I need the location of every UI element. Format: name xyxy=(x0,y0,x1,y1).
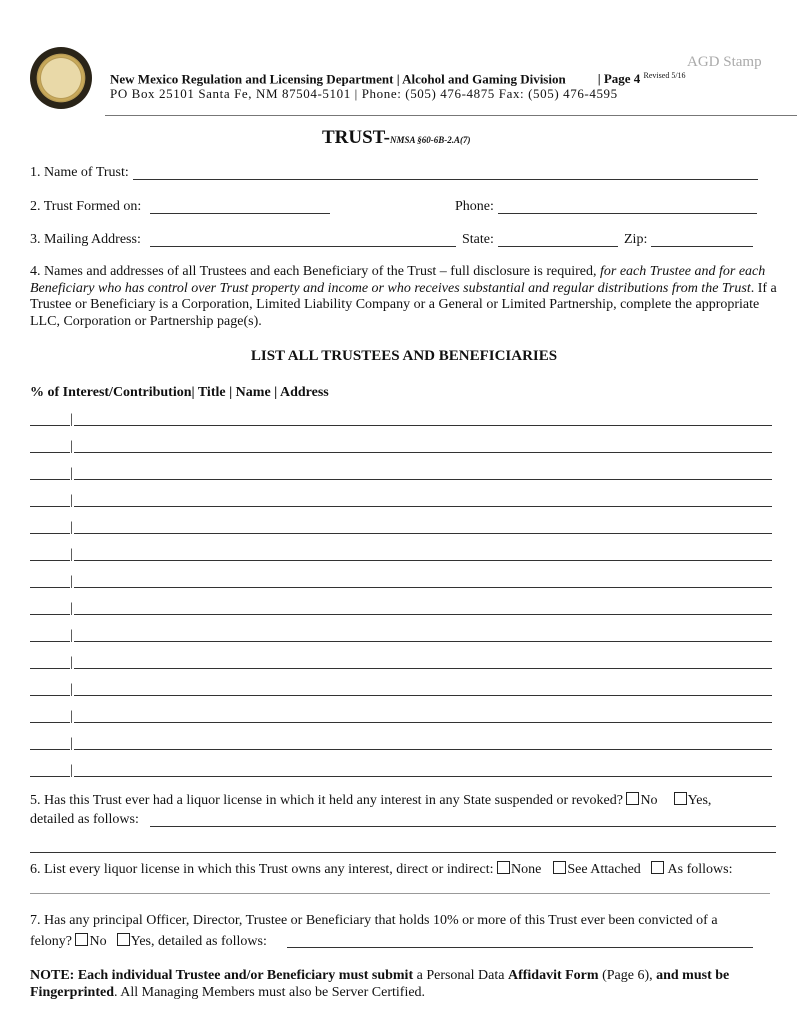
interest-field[interactable] xyxy=(30,452,70,453)
formed-on-label: 2. Trust Formed on: xyxy=(30,199,142,214)
trustee-details-field[interactable] xyxy=(74,614,772,615)
trustee-details-field[interactable] xyxy=(74,776,772,777)
row-separator: | xyxy=(70,682,73,697)
phone-field[interactable] xyxy=(498,213,757,214)
zip-field[interactable] xyxy=(651,246,753,247)
row-separator: | xyxy=(70,736,73,751)
agd-stamp-label: AGD Stamp xyxy=(687,54,762,70)
trustee-details-field[interactable] xyxy=(74,533,772,534)
row-separator: | xyxy=(70,763,73,778)
trustee-details-field[interactable] xyxy=(74,425,772,426)
interest-field[interactable] xyxy=(30,506,70,507)
trustee-row[interactable] xyxy=(30,574,772,588)
trustee-details-field[interactable] xyxy=(74,668,772,669)
row-separator: | xyxy=(70,655,73,670)
interest-field[interactable] xyxy=(30,641,70,642)
trustee-row[interactable] xyxy=(30,601,772,615)
row-separator: | xyxy=(70,628,73,643)
q6-detail-field[interactable] xyxy=(30,893,770,894)
q5-no-checkbox[interactable] xyxy=(626,792,639,805)
trustee-row[interactable] xyxy=(30,520,772,534)
trustee-details-field[interactable] xyxy=(74,452,772,453)
trustee-row[interactable] xyxy=(30,547,772,561)
q6-see-attached-checkbox[interactable] xyxy=(553,861,566,874)
interest-field[interactable] xyxy=(30,749,70,750)
row-separator: | xyxy=(70,439,73,454)
row-separator: | xyxy=(70,547,73,562)
q5-detail-field-2[interactable] xyxy=(30,852,776,853)
header-contact: PO Box 25101 Santa Fe, NM 87504-5101 | Phone: (505) 476-4875 Fax: (505) 476-4595 xyxy=(110,86,618,101)
interest-field[interactable] xyxy=(30,776,70,777)
name-of-trust-field[interactable] xyxy=(133,179,758,180)
phone-label: Phone: xyxy=(455,199,494,214)
trustee-details-field[interactable] xyxy=(74,695,772,696)
trustee-row[interactable] xyxy=(30,628,772,642)
trustee-details-field[interactable] xyxy=(74,506,772,507)
mailing-address-field[interactable] xyxy=(150,246,456,247)
trustee-details-field[interactable] xyxy=(74,641,772,642)
header-agency: New Mexico Regulation and Licensing Department | Alcohol and Gaming Division | Page 4 $^{Revised 5/16}$ xyxy=(110,71,686,87)
interest-field[interactable] xyxy=(30,560,70,561)
formed-on-field[interactable] xyxy=(150,213,330,214)
trustee-row[interactable] xyxy=(30,412,772,426)
q5-yes-checkbox[interactable] xyxy=(674,792,687,805)
mailing-address-label: 3. Mailing Address: xyxy=(30,232,141,247)
interest-field[interactable] xyxy=(30,587,70,588)
q6-as-follows-checkbox[interactable] xyxy=(651,861,664,874)
trustee-details-field[interactable] xyxy=(74,479,772,480)
trustee-row[interactable] xyxy=(30,439,772,453)
trustee-row[interactable] xyxy=(30,682,772,696)
question-4-text: 4. Names and addresses of all Trustees and each Beneficiary of the Trust – full disclosure is required, for each Trustee and for each Beneficiary who has control over Trust property and income or who receives substantial and regular distributions from the Trust. If a Trustee or Beneficiary is a Corporation, Limited Liability Company or a General or Limited Partnership, complete the appropriate LLC, Corporation or Partnership page(s). xyxy=(30,264,777,329)
note-text: NOTE: Each individual Trustee and/or Beneficiary must submit a Personal Data Affidavit Form (Page 6), and must be Fingerprinted. All Managing Members must also be Server Certified. xyxy=(30,968,730,1000)
row-separator: | xyxy=(70,709,73,724)
row-separator: | xyxy=(70,601,73,616)
trustee-row[interactable] xyxy=(30,466,772,480)
interest-field[interactable] xyxy=(30,425,70,426)
page-title: TRUST-NMSA §60-6B-2.A(7) xyxy=(322,127,471,148)
trustee-row[interactable] xyxy=(30,655,772,669)
interest-field[interactable] xyxy=(30,668,70,669)
trustee-details-field[interactable] xyxy=(74,749,772,750)
zip-label: Zip: xyxy=(624,232,648,247)
q5-detail-label: detailed as follows: xyxy=(30,812,139,827)
page-number: | Page 4 xyxy=(597,71,641,87)
interest-field[interactable] xyxy=(30,614,70,615)
question-5: 5. Has this Trust ever had a liquor license in which it held any interest in any State suspended or revoked? No Yes, xyxy=(30,793,712,808)
trustee-row[interactable] xyxy=(30,709,772,723)
revised-date: Revised 5/16 xyxy=(643,71,686,80)
q5-detail-field[interactable] xyxy=(150,826,776,827)
q7-detail-field[interactable] xyxy=(287,947,753,948)
state-label: State: xyxy=(462,232,494,247)
list-heading: LIST ALL TRUSTEES AND BENEFICIARIES xyxy=(250,348,558,364)
interest-field[interactable] xyxy=(30,479,70,480)
state-seal-logo xyxy=(30,47,92,109)
trustee-row[interactable] xyxy=(30,493,772,507)
q7-no-checkbox[interactable] xyxy=(75,933,88,946)
question-6: 6. List every liquor license in which this Trust owns any interest, direct or indirect: None See Attached As follows: xyxy=(30,862,733,877)
row-separator: | xyxy=(70,574,73,589)
trustee-details-field[interactable] xyxy=(74,722,772,723)
row-separator: | xyxy=(70,412,73,427)
q6-none-checkbox[interactable] xyxy=(497,861,510,874)
row-separator: | xyxy=(70,493,73,508)
question-7-line-2: felony? No Yes, detailed as follows: xyxy=(30,934,267,949)
name-of-trust-label: 1. Name of Trust: xyxy=(30,165,129,180)
trustee-details-field[interactable] xyxy=(74,560,772,561)
row-separator: | xyxy=(70,466,73,481)
state-field[interactable] xyxy=(498,246,618,247)
interest-field[interactable] xyxy=(30,695,70,696)
row-separator: | xyxy=(70,520,73,535)
trustee-row[interactable] xyxy=(30,736,772,750)
trustee-details-field[interactable] xyxy=(74,587,772,588)
interest-field[interactable] xyxy=(30,722,70,723)
question-7: 7. Has any principal Officer, Director, Trustee or Beneficiary that holds 10% or more of this Trust ever been convicted of a xyxy=(30,913,718,928)
interest-field[interactable] xyxy=(30,533,70,534)
list-column-header: % of Interest/Contribution| Title | Name | Address xyxy=(30,385,329,400)
q7-yes-checkbox[interactable] xyxy=(117,933,130,946)
trustee-row[interactable] xyxy=(30,763,772,777)
header-divider xyxy=(105,115,797,116)
statute-reference: NMSA §60-6B-2.A(7) xyxy=(389,135,471,145)
